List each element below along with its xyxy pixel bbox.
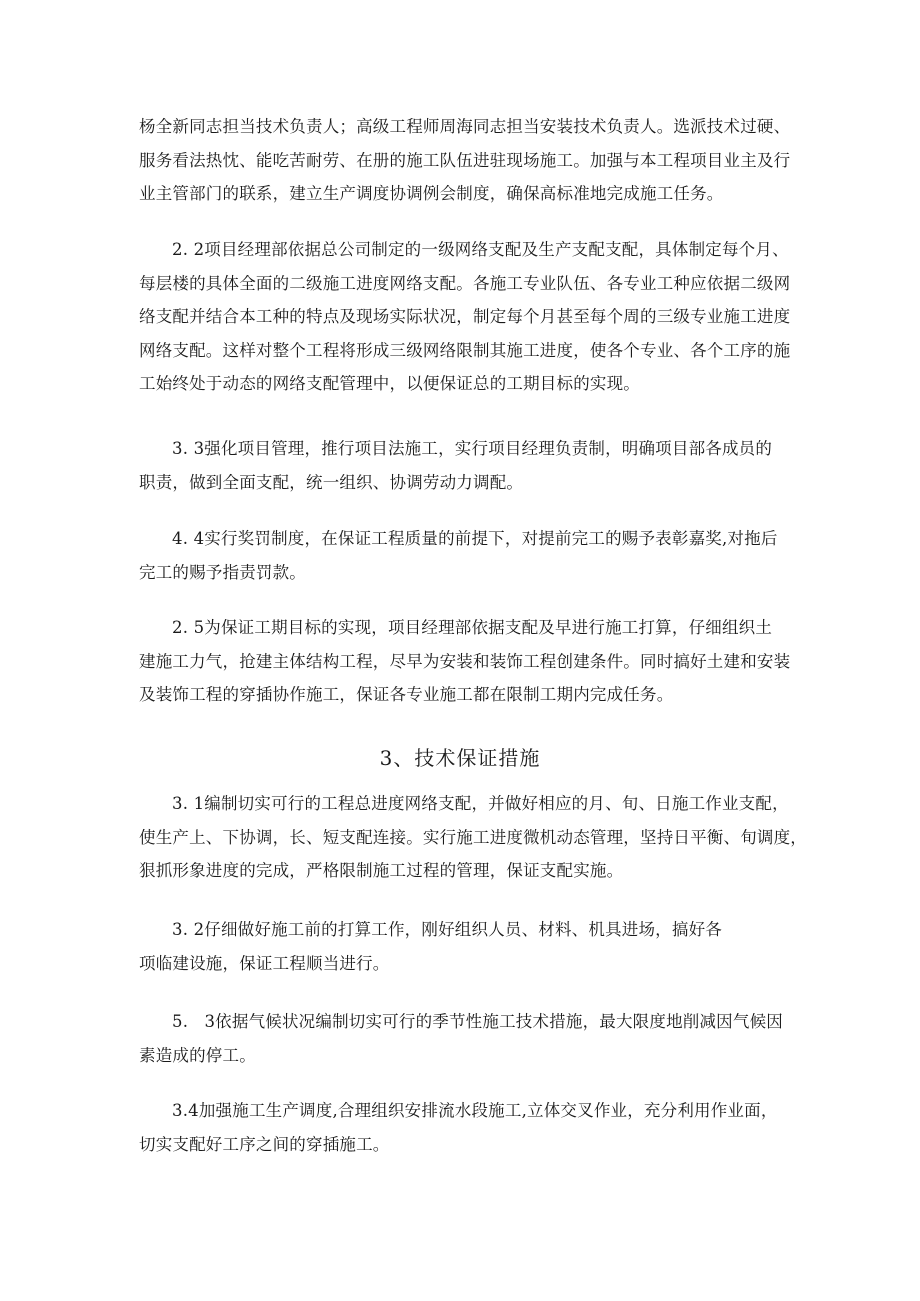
paragraph-2-2 xyxy=(139,233,799,401)
text-line: 3. 3强化项目管理，推行项目法施工，实行项目经理负责制，明确项目部各成员的 xyxy=(172,439,773,458)
text-line: 及装饰工程的穿插协作施工，保证各专业施工都在限制工期内完成任务。 xyxy=(139,685,674,704)
text-line: 3. 1编制切实可行的工程总进度网络支配，并做好相应的月、旬、日施工作业支配， xyxy=(172,794,789,813)
text-line: 每层楼的具体全面的二级施工进度网络支配。各施工专业队伍、各专业工种应依据二级网 xyxy=(139,273,791,293)
text-line: 建施工力气，抢建主体结构工程，尽早为安装和装饰工程创建条件。同时搞好土建和安装 xyxy=(139,651,791,671)
text-line: 杨全新同志担当技术负责人；高级工程师周海同志担当安装技术负责人。选派技术过硬、 xyxy=(139,117,791,136)
text-line: 完工的赐予指责罚款。 xyxy=(139,562,306,582)
paragraph-4-4 xyxy=(139,522,799,589)
text-line: 狠抓形象进度的完成，严格限制施工过程的管理，保证支配实施。 xyxy=(139,861,624,880)
text-line: 4. 4实行奖罚制度，在保证工程质量的前提下，对提前完工的赐予表彰嘉奖,对拖后 xyxy=(172,529,778,548)
text-line: 3. 2仔细做好施工前的打算工作，刚好组织人员、材料、机具进场，搞好各 xyxy=(172,920,722,939)
paragraph-3-1 xyxy=(139,787,807,888)
text-line: 项临建设施，保证工程顺当进行。 xyxy=(139,953,390,973)
paragraph-5-3 xyxy=(139,1005,799,1072)
text-line: 职责，做到全面支配，统一组织、协调劳动力调配。 xyxy=(139,472,524,492)
paragraph-2-5 xyxy=(139,611,799,712)
paragraph-3-4 xyxy=(139,1094,799,1161)
paragraph-3-3 xyxy=(139,432,799,499)
text-line: 素造成的停工。 xyxy=(139,1045,256,1065)
text-line: 服务看法热忱、能吃苦耐劳、在册的施工队伍进驻现场施工。加强与本工程项目业主及行 xyxy=(139,150,791,170)
text-line: 网络支配。这样对整个工程将形成三级网络限制其施工进度，使各个专业、各个工序的施 xyxy=(139,340,791,360)
paragraph-tech-leads xyxy=(139,110,799,211)
text-line: 使生产上、下协调，长、短支配连接。实行施工进度微机动态管理，坚持日平衡、旬调度， xyxy=(139,827,807,847)
text-line: 2. 2项目经理部依据总公司制定的一级网络支配及生产支配支配，具体制定每个月、 xyxy=(172,240,789,259)
text-line: 切实支配好工序之间的穿插施工。 xyxy=(139,1134,390,1154)
text-line: 工始终处于动态的网络支配管理中，以便保证总的工期目标的实现。 xyxy=(139,374,640,393)
section-heading: 3、技术保证措施 xyxy=(379,746,541,770)
text-line: 络支配并结合本工种的特点及现场实际状况，制定每个月甚至每个周的三级专业施工进度 xyxy=(139,307,791,326)
text-line: 5. 3依据气候状况编制切实可行的季节性施工技术措施，最大限度地削减因气候因 xyxy=(172,1012,783,1031)
text-line: 2. 5为保证工期目标的实现，项目经理部依据支配及早进行施工打算，仔细组织土 xyxy=(172,618,773,637)
text-line: 业主管部门的联系，建立生产调度协调例会制度，确保高标准地完成施工任务。 xyxy=(139,184,724,203)
text-line: 3.4加强施工生产调度,合理组织安排流水段施工,立体交叉作业，充分利用作业面， xyxy=(172,1101,778,1120)
paragraph-3-2 xyxy=(139,913,799,980)
